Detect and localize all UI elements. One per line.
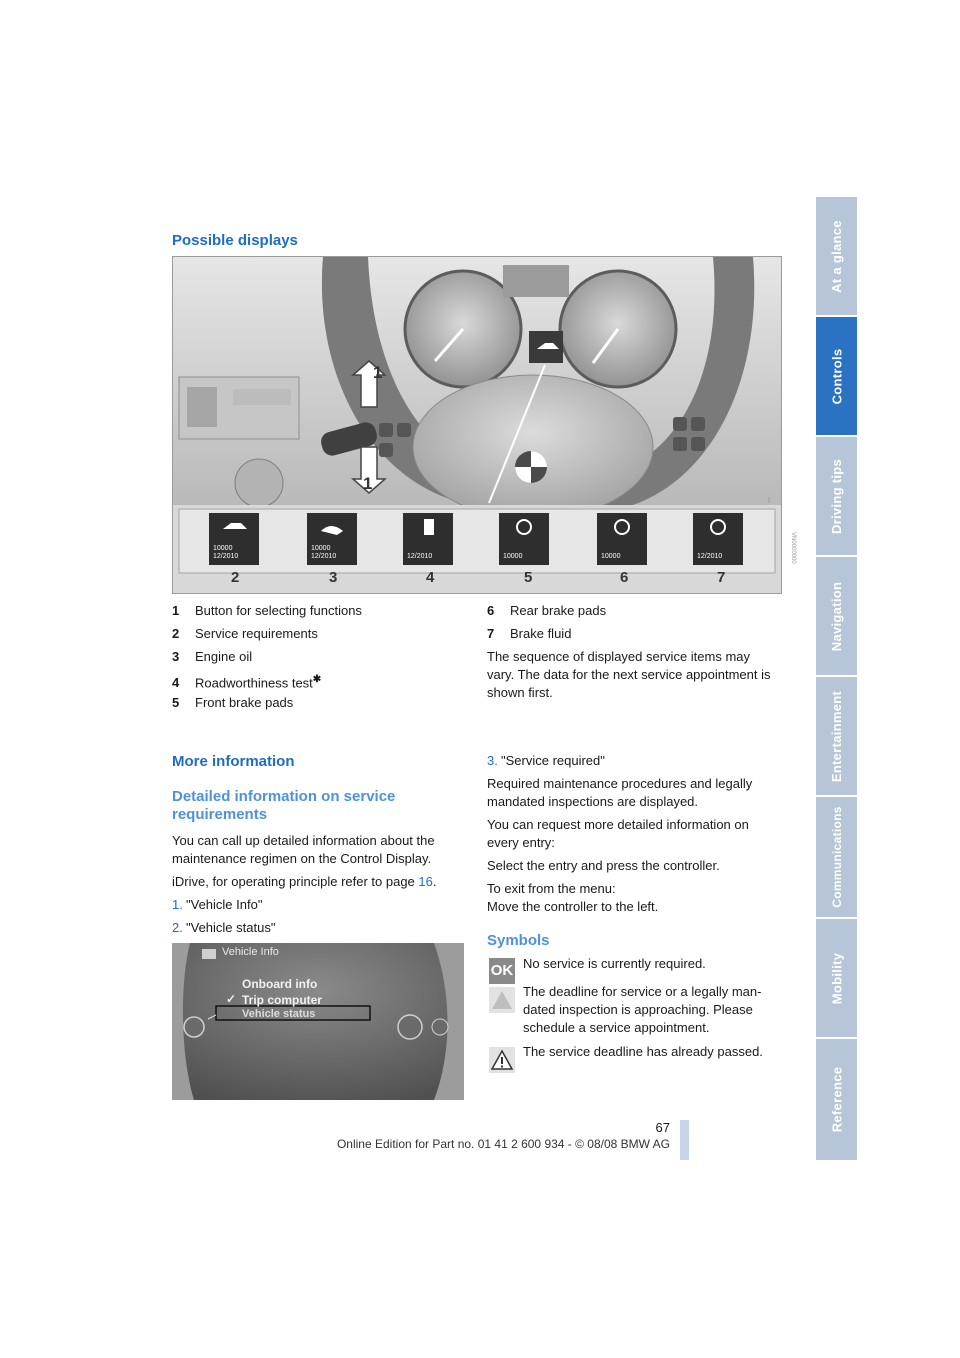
legend-note: The sequence of displayed service items may vary. The data for the next service appointment is shown first. <box>487 649 771 700</box>
symbols-heading: Symbols <box>487 932 550 949</box>
tab-controls[interactable] <box>816 317 857 435</box>
ok-symbol-icon: OK <box>489 958 515 984</box>
subheading: Detailed information on service requirements <box>172 788 396 823</box>
tab-label: Controls <box>829 348 844 404</box>
legend-right <box>487 602 779 702</box>
legend-text: Service requirements <box>195 626 318 641</box>
legend-num: 3 <box>172 649 180 664</box>
symbol-text-ok: No service is currently required. <box>523 956 706 971</box>
paragraph-page-ref <box>172 873 462 891</box>
callout-1-top: 1 <box>373 363 383 382</box>
page-ref-suffix: . <box>432 874 437 889</box>
tab-label: Mobility <box>829 952 845 1004</box>
optional-equipment-mark: ✱ <box>312 674 322 685</box>
paragraph: Select the entry and press the controller. <box>487 858 720 873</box>
chapter-tabs <box>816 197 857 1160</box>
legend-num: 7 <box>487 626 495 641</box>
step-item <box>172 919 462 942</box>
legend-text: Rear brake pads <box>510 603 607 618</box>
tab-communications[interactable] <box>816 797 857 917</box>
legend-item <box>172 625 462 648</box>
footer-bar <box>680 1120 689 1160</box>
panel-2-date: 12/2010 <box>213 553 239 560</box>
legend-text: Engine oil <box>195 649 253 664</box>
tab-driving-tips[interactable] <box>816 437 857 555</box>
tab-navigation[interactable] <box>816 557 857 675</box>
tab-entertainment[interactable] <box>816 677 857 795</box>
warning-passed-icon <box>489 1047 515 1073</box>
paragraph: To exit from the menu: <box>487 881 616 896</box>
tab-label: Entertainment <box>829 690 844 782</box>
panel-5-mileage: 10000 <box>503 553 523 560</box>
panel-3-mileage: 10000 <box>311 545 331 552</box>
screen-item-trip-computer[interactable]: Trip computer <box>242 993 323 1007</box>
screen-item-onboard-info[interactable]: Onboard info <box>242 977 318 991</box>
tab-label: Communications <box>829 806 844 908</box>
step-text: "Vehicle Info" <box>186 897 263 912</box>
step-text: "Vehicle status" <box>186 920 276 935</box>
instrument-cluster-figure <box>172 256 782 594</box>
callout-3: 3 <box>329 569 338 586</box>
legend-item <box>487 602 779 625</box>
tab-label: Driving tips <box>829 458 845 534</box>
panel-2-mileage: 10000 <box>213 545 233 552</box>
step-item <box>172 896 462 919</box>
figure-code: VN0000000 <box>790 532 796 564</box>
callout-1-bottom: 1 <box>363 474 373 493</box>
symbol-text-approaching-content: The deadline for service or a legally man-dated inspection is approaching. Please schedule a service appointment. <box>523 984 762 1035</box>
step-num: 3. <box>487 753 498 768</box>
legend-text: Brake fluid <box>510 626 572 641</box>
check-icon: ✓ <box>226 992 237 1006</box>
paragraph: You can call up detailed information about the maintenance regimen on the Control Display. <box>172 833 435 866</box>
more-info-right <box>487 752 779 916</box>
more-info-heading: More information <box>172 753 295 770</box>
step-item <box>487 752 779 775</box>
step-num: 2. <box>172 920 183 935</box>
legend-item <box>487 625 779 648</box>
legend-num: 6 <box>487 603 495 618</box>
panel-4-date: 12/2010 <box>407 553 433 560</box>
legend-item <box>172 602 462 625</box>
panel-6-mileage: 10000 <box>601 553 621 560</box>
more-info-left <box>172 788 462 942</box>
tab-mobility[interactable] <box>816 919 857 1037</box>
legend-num: 1 <box>172 603 180 618</box>
legend-num: 5 <box>172 695 180 710</box>
symbol-text-passed: The service deadline has already passed. <box>523 1044 763 1059</box>
legend-item <box>172 648 462 671</box>
footer-edition: Online Edition for Part no. 01 41 2 600 934 - © 08/08 BMW AG <box>336 1137 670 1151</box>
panel-7-date: 12/2010 <box>697 553 723 560</box>
paragraph: Required maintenance procedures and legally mandated inspections are displayed. <box>487 776 753 809</box>
tab-reference[interactable] <box>816 1039 857 1160</box>
instrument-cluster-illustration <box>173 257 781 593</box>
warning-approaching-icon <box>489 987 515 1013</box>
tab-label: Reference <box>829 1066 845 1133</box>
callout-5: 5 <box>524 569 533 586</box>
page-ref-prefix: iDrive, for operating principle refer to page <box>172 874 419 889</box>
tab-at-a-glance[interactable] <box>816 197 857 315</box>
callout-6: 6 <box>620 569 629 586</box>
legend-left <box>172 602 462 717</box>
legend-text: Front brake pads <box>195 695 294 710</box>
legend-num: 2 <box>172 626 180 641</box>
step-text: "Service required" <box>501 753 605 768</box>
page-number: 67 <box>655 1120 670 1135</box>
legend-item <box>172 694 462 717</box>
callout-2: 2 <box>231 569 240 586</box>
legend-text: Button for selecting functions <box>195 603 362 618</box>
legend-text: Roadworthiness test <box>195 675 313 691</box>
section-title: Possible displays <box>172 232 298 249</box>
screen-title: Vehicle Info <box>222 946 279 958</box>
legend-item <box>172 671 462 694</box>
screen-item-vehicle-status[interactable]: Vehicle status <box>242 1008 316 1020</box>
step-num: 1. <box>172 897 183 912</box>
callout-7: 7 <box>717 569 726 586</box>
paragraph: You can request more detailed information on every entry: <box>487 817 749 850</box>
legend-num: 4 <box>172 675 180 691</box>
panel-3-date: 12/2010 <box>311 553 337 560</box>
callout-4: 4 <box>426 569 435 586</box>
control-display-figure <box>172 943 464 1100</box>
control-display-illustration <box>172 943 464 1100</box>
paragraph: Move the controller to the left. <box>487 899 659 914</box>
tab-label: Navigation <box>829 581 844 651</box>
page-link[interactable]: 16 <box>418 874 433 889</box>
tab-label: At a glance <box>829 219 844 293</box>
symbol-text-approaching <box>523 983 779 1037</box>
